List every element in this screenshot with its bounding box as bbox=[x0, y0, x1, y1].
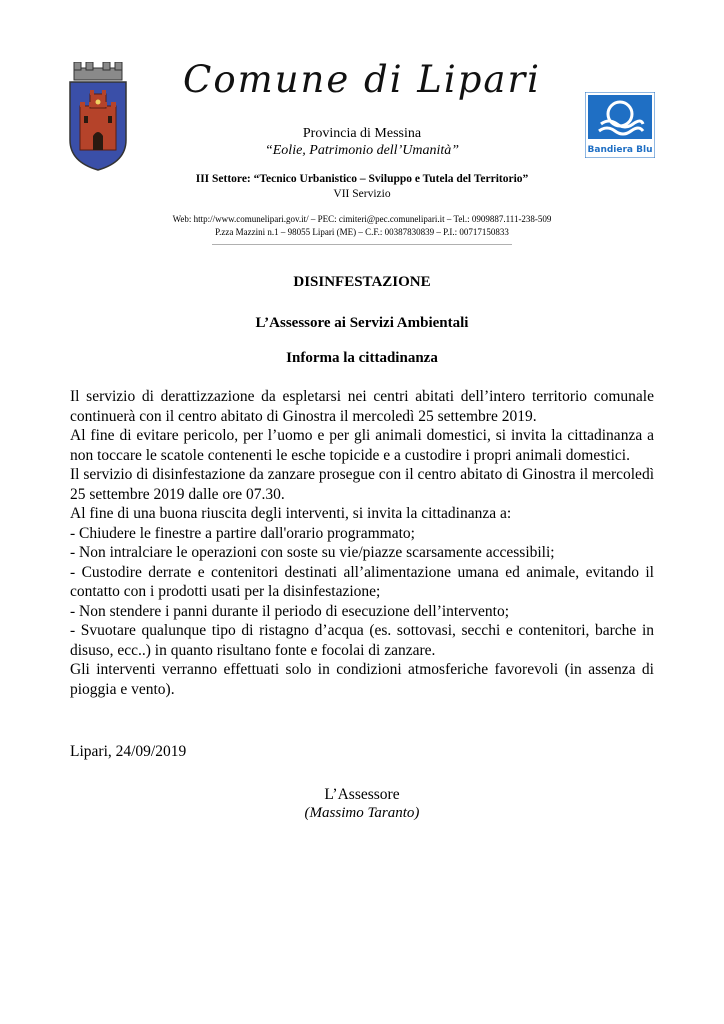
list-item: - Custodire derrate e contenitori destinati all’alimentazione umana ed animale, evitando il contatto con i prodotti usati per la disinfestazione; bbox=[70, 563, 654, 600]
place-date: Lipari, 24/09/2019 bbox=[70, 743, 187, 760]
body-paragraph: Gli interventi verranno effettuati solo in condizioni atmosferiche favorevoli (in assenza di pioggia e vento). bbox=[70, 661, 654, 698]
motto-line: “Eolie, Patrimonio dell’Umanità” bbox=[264, 143, 460, 158]
signer-name: (Massimo Taranto) bbox=[304, 805, 420, 821]
contacts-line-address: P.zza Mazzini n.1 – 98055 Lipari (ME) – C.F.: 00387830839 – P.I.: 00717150833 bbox=[215, 227, 509, 237]
flag-label: Bandiera Blu bbox=[587, 145, 653, 155]
sector-line: III Settore: “Tecnico Urbanistico – Sviluppo e Tutela del Territorio” bbox=[195, 173, 529, 185]
inform-heading: Informa la cittadinanza bbox=[286, 350, 438, 366]
body-paragraph: Il servizio di derattizzazione da espletarsi nei centri abitati dell’intero territorio comunale continuerà con il centro abitato di Ginostra il mercoledì 25 settembre 2019. bbox=[70, 388, 654, 425]
comune-title-logo: Comune di Lipari bbox=[183, 58, 541, 101]
list-item: - Non stendere i panni durante il periodo di esecuzione dell’intervento; bbox=[70, 602, 510, 620]
contacts-line-web: Web: http://www.comunelipari.gov.it/ – PEC: cimiteri@pec.comunelipari.it – Tel.: 0909887.111-238-509 bbox=[172, 214, 552, 224]
notice-body bbox=[70, 387, 654, 699]
service-line: VII Servizio bbox=[333, 188, 391, 200]
body-paragraph: Al fine di evitare pericolo, per l’uomo e per gli animali domestici, si invita la cittadinanza a non toccare le scatole contenenti le esche topicide e a custodire i propri animali domestici. bbox=[70, 427, 654, 464]
body-paragraph: Al fine di una buona riuscita degli interventi, si invita la cittadinanza a: bbox=[70, 505, 512, 522]
province-line: Provincia di Messina bbox=[302, 126, 422, 141]
notice-title: DISINFESTAZIONE bbox=[293, 274, 431, 290]
list-item: - Non intralciare le operazioni con soste su vie/piazze scarsamente accessibili; bbox=[70, 544, 555, 561]
assessor-heading: L’Assessore ai Servizi Ambientali bbox=[255, 315, 469, 331]
list-item: - Svuotare qualunque tipo di ristagno d’acqua (es. sottovasi, secchi e contenitori, barche in disuso, ecc..) in quanto risultano fonte e focolai di zanzare. bbox=[70, 622, 654, 659]
list-item: - Chiudere le finestre a partire dall'orario programmato; bbox=[70, 524, 415, 542]
signer-role: L’Assessore bbox=[324, 786, 400, 803]
header-divider bbox=[212, 244, 512, 245]
body-paragraph: Il servizio di disinfestazione da zanzare prosegue con il centro abitato di Ginostra il mercoledì 25 settembre 2019 dalle ore 07.30. bbox=[70, 466, 654, 503]
